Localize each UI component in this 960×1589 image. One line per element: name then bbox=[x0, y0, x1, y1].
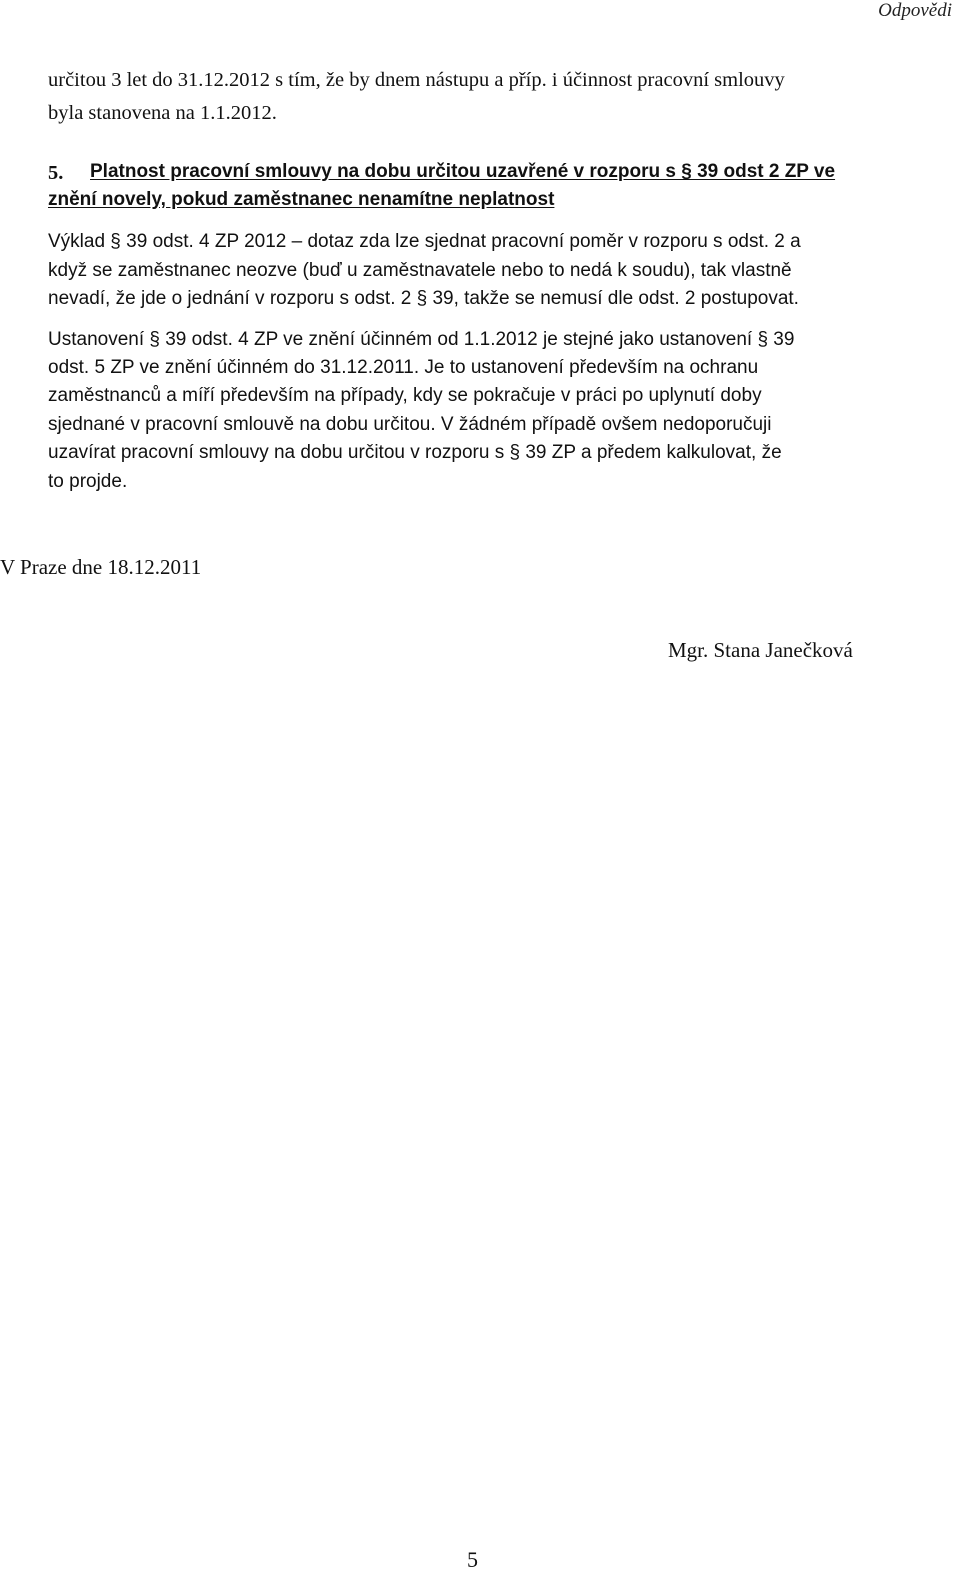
section-header-title: Odpovědi bbox=[878, 0, 952, 21]
answer-line-6: zaměstnanců a míří především na případy, kdy se pokračuje v práci po uplynutí doby bbox=[48, 385, 762, 406]
answer-line-9: to projde. bbox=[48, 471, 128, 492]
answer-line-3: nevadí, že jde o jednání v rozporu s odst. 2 § 39, takže se nemusí dle odst. 2 postupovat. bbox=[48, 288, 799, 309]
place-and-date: V Praze dne 18.12.2011 bbox=[0, 555, 202, 579]
question-heading-line-2: znění novely, pokud zaměstnanec nenamítne neplatnost bbox=[48, 189, 555, 210]
question-number: 5. bbox=[48, 162, 64, 184]
question-heading-line-1: Platnost pracovní smlouvy na dobu určitou uzavřené v rozporu s § 39 odst 2 ZP ve bbox=[90, 161, 836, 182]
intro-line-1: určitou 3 let do 31.12.2012 s tím, že by dnem nástupu a příp. i účinnost pracovní smlouvy bbox=[48, 69, 785, 91]
answer-line-7: sjednané v pracovní smlouvě na dobu určitou. V žádném případě ovšem nedoporučuji bbox=[48, 414, 772, 435]
page-number: 5 bbox=[467, 1547, 478, 1572]
answer-line-8: uzavírat pracovní smlouvy na dobu určitou v rozporu s § 39 ZP a předem kalkulovat, že bbox=[48, 442, 782, 463]
signature-name: Mgr. Stana Janečková bbox=[668, 638, 853, 662]
answer-line-4: Ustanovení § 39 odst. 4 ZP ve znění účinném od 1.1.2012 je stejné jako ustanovení § 39 bbox=[48, 329, 795, 350]
answer-line-5: odst. 5 ZP ve znění účinném do 31.12.2011. Je to ustanovení především na ochranu bbox=[48, 357, 759, 378]
answer-line-2: když se zaměstnanec neozve (buď u zaměstnavatele nebo to nedá k soudu), tak vlastně bbox=[48, 260, 792, 281]
answer-line-1: Výklad § 39 odst. 4 ZP 2012 – dotaz zda lze sjednat pracovní poměr v rozporu s odst. 2 a bbox=[48, 231, 801, 252]
intro-line-2: byla stanovena na 1.1.2012. bbox=[48, 102, 277, 124]
